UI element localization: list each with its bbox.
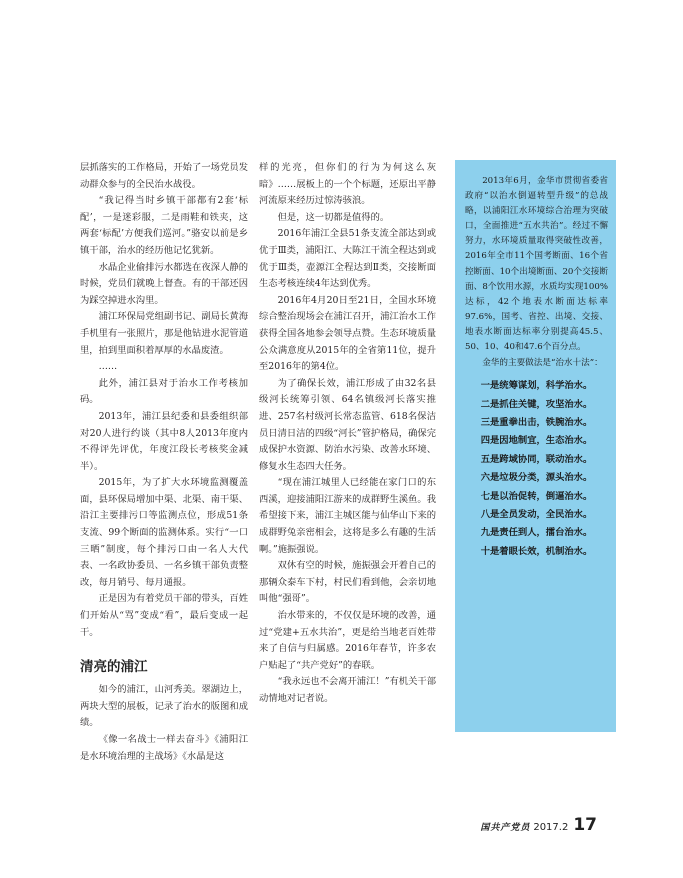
paragraph: 为了确保长效，浦江形成了由32名县级河长统筹引领、64名镇级河长落实推进、257名村级河长常态监管、618名保洁员日清日洁的四级“河长”管护格局，确保完成保护水资源、防治水污染、改善水环境、修复水生态四大任务。 (259, 377, 436, 472)
paragraph: 此外，浦江县对于治水工作考核加码。 (80, 377, 248, 406)
methods-list (465, 377, 608, 561)
paragraph: 2015年，为了扩大水环境监测覆盖面，县环保局增加中渠、北渠、南干渠、沿江主要排污口等监测点位，形成51条支流、99个断面的监测体系。实行“一口三晒”制度，每个排污口由一名人大代表、一名政协委员、一名乡镇干部负责整改，每月销号、每月通报。 (80, 477, 248, 588)
method-item: 一是统筹谋划，科学治水。 (480, 380, 593, 392)
paragraph: 治水带来的，不仅仅是环境的改善，通过“党建+五水共治”，更是给当地老百姓带来了自信与归属感。2016年春节，许多农户贴起了“共产党好”的春联。 (259, 610, 436, 671)
ellipsis: …… (98, 361, 118, 373)
article-column-left (80, 160, 248, 765)
issue-date: 2017.2 (533, 822, 569, 833)
sidebar-lead: 金华的主要做法是“治水十法”： (482, 358, 603, 369)
method-item: 六是垃圾分类，源头治水。 (480, 472, 593, 484)
paragraph: 水晶企业偷排污水都选在夜深人静的时候，党员们就晚上督查。有的干部还因为踩空掉进水沟里。 (80, 261, 248, 306)
paragraph: 如今的浦江，山河秀美。翠湖边上，两块大型的展板，记录了治水的版图和成绩。 (80, 684, 248, 729)
method-item: 八是全员发动，全民治水。 (480, 509, 593, 521)
paragraph: 2016年浦江全县51条支流全部达到或优于Ⅲ类，浦阳江、大陈江干流全程达到或优于Ⅲ类，壶源江全程达到Ⅱ类，交接断面生态考核连续4年达到优秀。 (259, 228, 436, 290)
method-item: 四是因地制宜，生态治水。 (480, 435, 593, 447)
article-column-middle (259, 160, 436, 708)
paragraph: 但是，这一切都是值得的。 (277, 211, 390, 223)
sidebar-intro: 2013年6月，金华市贯彻省委省政府“以治水倒逼转型升级”的总战略，以浦阳江水环境综合治理为突破口，全面推进“五水共治”。经过不懈努力，水环境质量取得突破性改善，2016年全市11个国考断面、16个省控断面、10个出境断面、20个交接断面、8个饮用水源，水质均实现100%达标，42个地表水断面达标率97.6%，国考、省控、出境、交接、地表水断面达标率分别提高45.5、50、10、40和47.6个百分点。 (465, 176, 608, 353)
method-item: 十是着眼长效，机制治水。 (480, 545, 593, 557)
paragraph: 正是因为有着党员干部的带头，百姓们开始从“骂”变成“看”，最后变成一起干。 (80, 593, 248, 638)
paragraph: 层抓落实的工作格局，开始了一场党员发动群众参与的全民治水战役。 (80, 162, 248, 190)
paragraph: 双休有空的时候，施振强会开着自己的那辆众泰车下村，村民们看到他，会亲切地叫他“强哥”。 (259, 560, 436, 605)
paragraph: 样的光亮，但你们的行为为何这么灰暗》……展板上的一个个标题，还原出平静河流原来经历过惊涛骇浪。 (259, 162, 436, 207)
page-number: 17 (573, 815, 597, 835)
method-item: 九是责任到人，擂台治水。 (480, 527, 593, 539)
magazine-logo: 国共产党员 (480, 823, 531, 833)
paragraph: “我永远也不会离开浦江！”有机关干部动情地对记者说。 (259, 676, 436, 704)
paragraph: 浦江环保局党组副书记、副局长黄海手机里有一张照片，那是他钻进水泥管道里，拍到里面积着厚厚的水晶废渣。 (80, 311, 248, 356)
paragraph: 《像一名战士一样去奋斗》《浦阳江是水环境治理的主战场》《水晶是这 (80, 734, 248, 762)
method-item: 七是以治促转，倒逼治水。 (480, 490, 593, 502)
method-item: 二是抓住关键，攻坚治水。 (480, 398, 593, 410)
paragraph: “现在浦江城里人已经能在家门口的东西溪，迎接浦阳江游来的成群野生溪鱼。我希望接下来，浦江主城区能与仙华山下来的成群野兔亲密相会，这将是多么有趣的生活啊。”施振强说。 (259, 477, 436, 555)
section-heading: 清亮的浦江 (80, 659, 148, 676)
paragraph: 2016年4月20日至21日，全国水环境综合整治现场会在浦江召开，浦江治水工作获得全国各地参会领导点赞。生态环境质量公众满意度从2015年的全省第11位，提升至2016年的第4位。 (259, 294, 436, 373)
method-item: 五是跨域协同，联动治水。 (480, 453, 593, 465)
method-item: 三是重拳出击，铁腕治水。 (480, 417, 593, 429)
paragraph: 2013年，浦江县纪委和县委组织部对20人进行约谈（其中8人2013年度内不得评先评优，年度江段长考核奖金减半）。 (80, 410, 248, 472)
page-footer (480, 815, 597, 835)
sidebar-box (455, 160, 616, 732)
paragraph: “我记得当时乡镇干部都有2套‘标配’，一是迷彩服，二是雨鞋和铁夹，这两套‘标配’方便我们巡河。”骆安以前是乡镇干部，治水的经历他记忆犹新。 (80, 195, 248, 256)
